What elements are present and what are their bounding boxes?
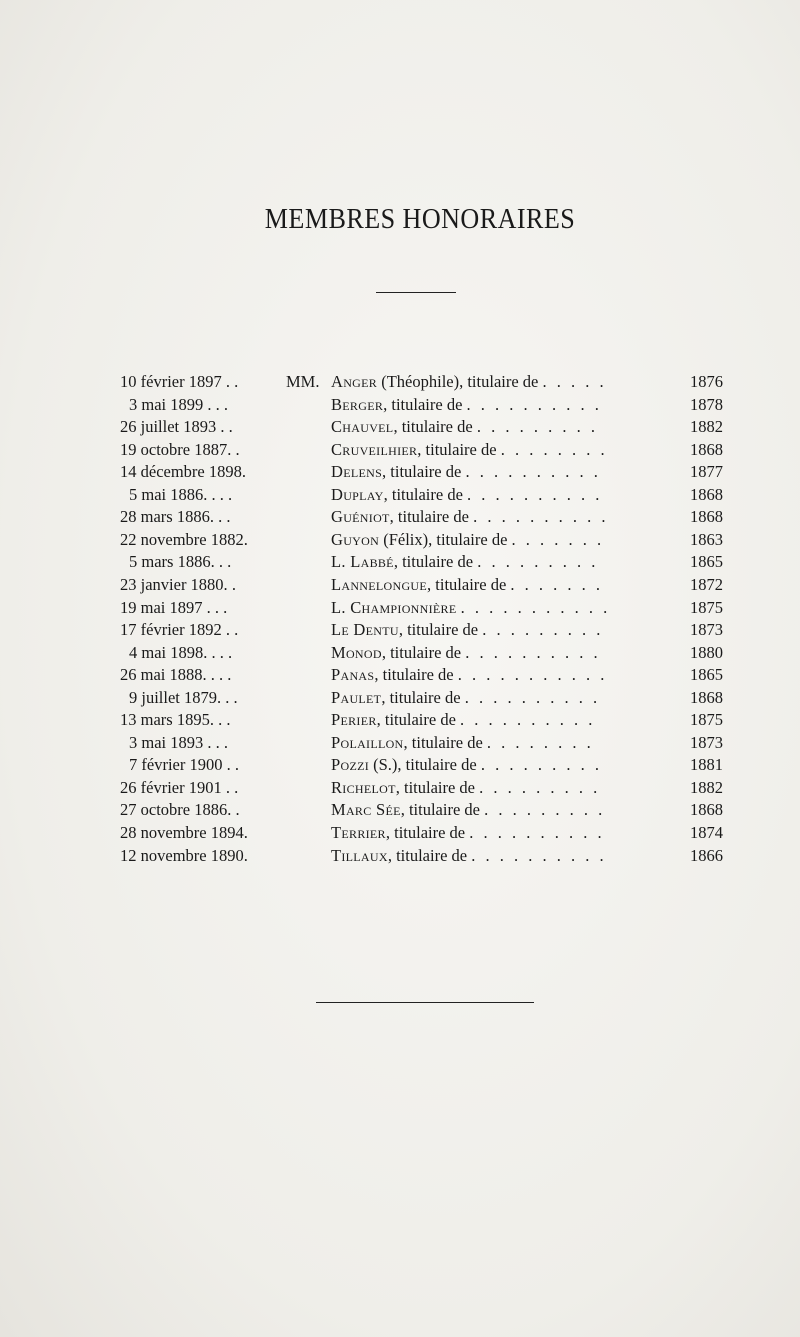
election-date-text: 3 mai 1893	[129, 732, 204, 752]
membership-year: 1865	[690, 665, 723, 685]
dot-leader: . . . . . . . . .	[480, 755, 602, 775]
membership-year: 1873	[690, 732, 723, 752]
member-row	[0, 529, 800, 551]
election-date	[120, 777, 290, 799]
membership-year: 1875	[690, 597, 723, 617]
election-date-leader: . .	[221, 372, 239, 391]
member-surname: Panas	[331, 665, 375, 685]
election-date-text: 14 décembre 1898.	[120, 462, 246, 482]
member-row	[0, 845, 800, 867]
member-surname: Pozzi	[331, 755, 369, 775]
membership-year: 1881	[690, 755, 723, 775]
member-surname: Berger	[331, 394, 384, 414]
member-surname: Duplay	[331, 484, 384, 504]
membership-year: 1882	[690, 417, 723, 437]
member-row	[0, 416, 800, 438]
dot-leader: . . . . . . . . .	[479, 777, 601, 797]
election-date-text: 26 juillet 1893	[120, 417, 217, 437]
election-date	[120, 461, 290, 483]
member-row	[0, 619, 800, 641]
member-title: , titulaire de	[403, 732, 483, 752]
election-date-text: 13 mars 1895.	[120, 710, 214, 730]
dot-leader: . . . . . . . . . .	[471, 845, 607, 865]
election-date-text: 19 octobre 1887.	[120, 439, 232, 459]
member-title: , titulaire de	[376, 710, 456, 730]
election-date-text: 27 octobre 1886.	[120, 800, 232, 820]
member-row	[0, 709, 800, 731]
election-date-text: 9 juillet 1879.	[129, 687, 222, 707]
election-date	[129, 687, 290, 709]
member-row	[0, 484, 800, 506]
member-title: , titulaire de	[393, 552, 474, 572]
member-row	[0, 732, 800, 754]
member-row	[0, 799, 800, 821]
member-row	[0, 551, 800, 573]
election-date-text: 28 mars 1886.	[120, 507, 214, 527]
election-date-leader: . .	[214, 552, 232, 572]
member-title: , titulaire de	[393, 417, 473, 437]
member-title: , titulaire de	[381, 687, 461, 707]
election-date-text: 7 février 1900	[129, 755, 223, 775]
member-name	[331, 799, 687, 821]
member-surname: Chauvel	[331, 417, 394, 437]
membership-year: 1882	[690, 777, 723, 797]
membership-year: 1876	[690, 372, 723, 391]
member-name	[331, 484, 687, 506]
election-date-text: 5 mars 1886.	[129, 552, 215, 572]
election-date	[120, 597, 290, 619]
membership-year: 1863	[690, 529, 723, 549]
member-title: , titulaire de	[389, 507, 469, 527]
member-name	[331, 597, 687, 619]
election-date-leader: .	[231, 439, 240, 459]
election-date	[120, 574, 290, 596]
membership-year: 1868	[690, 800, 723, 820]
member-title: , titulaire de	[395, 777, 475, 797]
member-name	[331, 777, 687, 799]
member-surname: Lannelongue	[331, 574, 428, 594]
election-date-leader: .	[231, 800, 240, 820]
member-row	[0, 822, 800, 844]
election-date-leader: . .	[213, 507, 231, 527]
dot-leader: . . . . . . . . . . .	[457, 665, 608, 685]
election-date	[129, 394, 290, 416]
dot-leader: . . . . . . . . . .	[473, 507, 609, 527]
member-surname: Tillaux	[331, 845, 388, 865]
election-date	[120, 506, 290, 528]
membership-year: 1866	[690, 845, 723, 865]
election-date-leader: . .	[221, 687, 238, 707]
dot-leader: . . . . . . . .	[500, 439, 608, 459]
member-row	[0, 439, 800, 461]
election-date-text: 10 février 1897	[120, 372, 222, 391]
member-row	[0, 754, 800, 776]
election-date	[129, 551, 290, 573]
election-date-text: 4 mai 1898.	[129, 642, 208, 662]
election-date-text: 17 février 1892	[120, 620, 222, 640]
dot-leader: . . . . . . . . .	[482, 620, 604, 640]
election-date	[120, 845, 290, 867]
member-title: (S.), titulaire de	[369, 755, 477, 775]
member-surname: L. Championnière	[331, 597, 457, 617]
election-date-leader: . .	[213, 710, 231, 730]
member-surname: Delens	[331, 462, 383, 482]
member-surname: Guéniot	[331, 507, 390, 527]
election-date-leader: . . .	[207, 642, 233, 662]
election-date-text: 5 mai 1886.	[129, 484, 208, 504]
dot-leader: . . . . . . . . .	[484, 800, 606, 820]
member-row	[0, 461, 800, 483]
member-name	[331, 619, 687, 641]
page-title: MEMBRES HONORAIRES	[264, 203, 576, 235]
member-name	[331, 529, 687, 551]
member-row	[0, 371, 800, 393]
election-date	[120, 799, 290, 821]
membership-year: 1874	[690, 823, 723, 842]
election-date	[129, 484, 290, 506]
dot-leader: . . . . .	[542, 372, 607, 391]
election-date-text: 22 novembre 1882.	[120, 529, 248, 549]
member-name	[331, 822, 687, 844]
member-surname: Terrier	[331, 823, 386, 842]
member-name	[331, 642, 687, 664]
member-surname: L. Labbé	[331, 552, 394, 572]
member-surname: Paulet	[331, 687, 382, 707]
member-surname: Anger	[331, 372, 378, 391]
member-name	[331, 394, 687, 416]
member-surname: Richelot	[331, 777, 396, 797]
election-date	[120, 529, 290, 551]
member-row	[0, 777, 800, 799]
title-divider	[376, 292, 456, 293]
member-title: , titulaire de	[387, 845, 468, 865]
election-date-text: 26 février 1901	[120, 777, 222, 797]
member-surname: Marc Sée	[331, 800, 401, 820]
election-date	[120, 664, 290, 686]
member-title: , titulaire de	[374, 665, 454, 685]
dot-leader: . . . . . . . . . .	[465, 462, 601, 482]
election-date-text: 26 mai 1888.	[120, 665, 207, 685]
member-name	[331, 709, 687, 731]
election-date-text: 28 novembre 1894.	[120, 823, 248, 842]
member-name	[331, 506, 687, 528]
member-title: , titulaire de	[417, 439, 497, 459]
membership-year: 1865	[690, 552, 723, 572]
membership-year: 1868	[690, 439, 723, 459]
dot-leader: . . . . . . . .	[486, 732, 594, 752]
election-date	[120, 619, 290, 641]
member-title: (Félix), titulaire de	[379, 529, 508, 549]
member-row	[0, 506, 800, 528]
member-title: (Théophile), titulaire de	[377, 372, 539, 391]
member-surname: Polaillon	[331, 732, 404, 752]
election-date-text: 23 janvier 1880.	[120, 574, 228, 594]
member-row	[0, 642, 800, 664]
member-title: , titulaire de	[398, 620, 479, 640]
bottom-divider	[316, 1002, 534, 1003]
dot-leader: . . . . . . . . . .	[464, 687, 601, 707]
member-name	[331, 461, 687, 483]
member-surname: Perier	[331, 710, 377, 730]
election-date	[120, 439, 290, 461]
election-date-text: 19 mai 1897	[120, 597, 203, 617]
election-date	[129, 642, 290, 664]
election-date	[120, 822, 290, 844]
member-name	[331, 664, 687, 686]
election-date-leader: . .	[221, 620, 239, 640]
dot-leader: . . . . . . . . . .	[469, 823, 605, 842]
member-name	[331, 732, 687, 754]
dot-leader: . . . . . . .	[511, 529, 605, 549]
member-name	[331, 551, 687, 573]
member-title: , titulaire de	[383, 484, 463, 504]
dot-leader: . . . . . . . . .	[476, 417, 598, 437]
membership-year: 1868	[690, 484, 723, 504]
member-title: , titulaire de	[382, 462, 462, 482]
election-date-leader: . .	[222, 755, 239, 775]
member-title: , titulaire de	[400, 800, 480, 820]
dot-leader: . . . . . . .	[510, 574, 604, 594]
member-name	[331, 371, 687, 393]
election-date	[120, 371, 290, 393]
member-title: , titulaire de	[381, 642, 462, 662]
member-name	[331, 416, 687, 438]
mm-label: MM.	[286, 372, 320, 391]
member-surname: Le Dentu	[331, 620, 399, 640]
member-row	[0, 664, 800, 686]
dot-leader: . . . . . . . . .	[477, 552, 599, 572]
member-surname: Guyon	[331, 529, 380, 549]
member-row	[0, 597, 800, 619]
membership-year: 1868	[690, 687, 723, 707]
dot-leader: . . . . . . . . . .	[467, 484, 603, 504]
member-title: , titulaire de	[427, 574, 507, 594]
election-date-text: 12 novembre 1890.	[120, 845, 248, 865]
membership-year: 1878	[690, 394, 723, 414]
election-date-leader: . . .	[203, 732, 228, 752]
election-date-leader: . . .	[203, 394, 228, 414]
membership-year: 1868	[690, 507, 723, 527]
election-date	[120, 709, 290, 731]
election-date-text: 3 mai 1899	[129, 394, 204, 414]
member-title: , titulaire de	[385, 823, 466, 842]
dot-leader: . . . . . . . . . .	[460, 710, 596, 730]
membership-year: 1872	[690, 574, 723, 594]
member-row	[0, 394, 800, 416]
election-date	[129, 754, 290, 776]
member-name	[331, 439, 687, 461]
election-date-leader: .	[227, 574, 236, 594]
election-date-leader: . . .	[202, 597, 228, 617]
member-title: , titulaire de	[383, 394, 463, 414]
election-date-leader: . .	[216, 417, 233, 437]
election-date-leader: . . .	[206, 665, 232, 685]
election-date	[120, 416, 290, 438]
member-name	[331, 574, 687, 596]
election-date-leader: . . .	[207, 484, 233, 504]
member-surname: Monod	[331, 642, 382, 662]
member-name	[331, 845, 687, 867]
election-date	[129, 732, 290, 754]
member-row	[0, 574, 800, 596]
membership-year: 1880	[690, 642, 723, 662]
member-name	[331, 754, 687, 776]
dot-leader: . . . . . . . . . .	[465, 642, 601, 662]
membership-year: 1873	[690, 620, 723, 640]
membership-year: 1875	[690, 710, 723, 730]
member-name	[331, 687, 687, 709]
member-surname: Cruveilhier	[331, 439, 418, 459]
membership-year: 1877	[690, 462, 723, 482]
election-date-leader: . .	[221, 777, 239, 797]
member-row	[0, 687, 800, 709]
dot-leader: . . . . . . . . . . .	[460, 597, 611, 617]
dot-leader: . . . . . . . . . .	[466, 394, 602, 414]
